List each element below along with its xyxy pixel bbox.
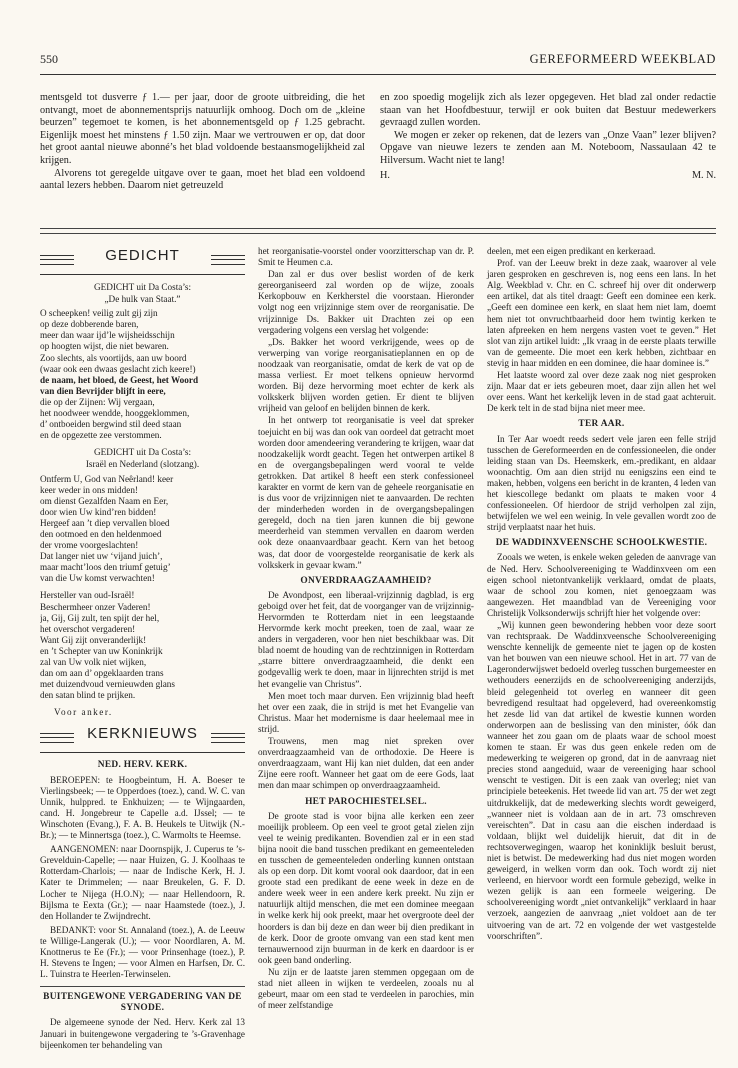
gedicht-heading-box [40, 246, 245, 276]
poem-line: Zoo slechts, als voortijds, aan uw boord [40, 352, 187, 363]
signature-line [380, 170, 716, 184]
article-paragraph: Nu zijn er de laatste jaren stemmen opgegaan om de stad niet alleen in wijken te verdeelen, zooals nu al gebeurt, maar om een stad te verdeelen in parochies, min of meer zelfstandige [258, 966, 474, 1011]
poem-line: den satan blind te prijken. [40, 690, 136, 701]
intro-paragraph: en zoo spoedig mogelijk zich als lezer opgegeven. Het blad zal onder redactie staan van het Hoofdbestuur, terwijl er ook buiten dat Bestuur medewerkers gevraagd zullen worden. [380, 92, 716, 129]
kerknieuws-heading: KERKNIEUWS [87, 725, 198, 743]
poem-line: op hoogten wijst, die niet bewaren. [40, 341, 169, 352]
article-paragraph: Het laatste woord zal over deze zaak nog niet gesproken zijn. Maar dat er iets gebeuren moet, daar zijn allen het wel over eens. Want het kerkelijk leven in de stad gaat achteruit. De kerk telt in de stad bijna niet meer mee. [487, 370, 716, 414]
poem-line: die op der Zijnen: Wij vergaan, [40, 396, 155, 407]
column-middle [258, 246, 474, 1012]
article-paragraph: Trouwens, men mag niet spreken over onverdraagzaamheid van de orthodoxie. De Heere is onverdraagzaam, want Hij kan niet dulden, dat een ander Zijne eere rooft. Wanneer het gaat om de eere Gods, laat men dan maar schimpen op onverdraagzaamheid. [258, 736, 474, 791]
poem-line: de naam, het bloed, de Geest, het Woord [40, 374, 199, 385]
intro-left-column [40, 92, 365, 193]
poem-line: O scheepken! veilig zult gij zijn [40, 308, 158, 319]
poem-verse [40, 308, 245, 441]
header-rule [40, 74, 716, 75]
poem-line: Want Gij zijt onveranderlijk! [40, 634, 147, 645]
poem-subtitle: Israël en Nederland (slotzang). [85, 459, 200, 470]
column-left [40, 246, 245, 1054]
poem-line: en ’t Schepter van uw Koninkrijk [40, 645, 163, 656]
article-paragraph: In Ter Aar woedt reeds sedert vele jaren een felle strijd tusschen de Gereformeerden en de confessioneelen, die onder leiding staan van Ds. Heemskerk, em.-predikant, en aldaar woonachtig. Om aan dien strijd nu eenigszins een eind te maken, hebben, volgens een bericht in de kranten, 4 leden van het kiescollege bedankt om plaats te maken voor 4 confessioneelen. Of hierdoor de strijd verholpen zal zijn, betwijfelen we wel een weinig. In vele gevallen wordt zoo de strijd verplaatst naar het huis. [487, 433, 716, 533]
poem-line: den ootmoed en den heldenmoed [40, 528, 162, 539]
poem-line: der vrome voorgeslachten! [40, 540, 139, 551]
poem-line: zal van Uw volk niet wijken, [40, 657, 147, 667]
poem-line: door wien Uw kind’ren bidden! [40, 506, 157, 517]
poem-subtitle: „De hulk van Staat.” [104, 294, 181, 305]
section-heading: DE WADDINXVEENSCHE SCHOOLKWESTIE. [495, 538, 708, 549]
kerknieuws-heading-box [40, 724, 245, 754]
article-paragraph: Dan zal er dus over beslist worden of de kerk gereorganiseerd zal worden op de wijze, zooals Kerkopbouw en Kerkherstel die voorstaan. Hieronder volgt nog een vrijzinnige stem over de reorganisatie. De vrijzinnige Ds. Bakker uit Drachten zei op een vergadering volgens een verslag het volgende: [258, 269, 474, 335]
poem-line: ja, Gij, Gij zult, ten spijt der hel, [40, 612, 160, 623]
heading-ornament [211, 733, 245, 743]
poem-line: van dien Bevrijder blijft in eere, [40, 385, 166, 396]
poem-line: en de opgezette zee verstommen. [40, 430, 162, 441]
article-paragraph: Zooals we weten, is enkele weken geleden de aanvrage van de Ned. Herv. Schoolvereeniging te Waddinxveen om een eigen school nietontvankelijk verklaard, omdat de plaats, waar de school zou komen, niet genoegzaam was aangewezen. Het maandblad van de Vereeniging voor Christelijk Volksonderwijs schrijft hier het volgende over: [487, 552, 716, 618]
heading-ornament [211, 255, 245, 265]
news-paragraph: AANGENOMEN: naar Doornspijk, J. Cuperus te ’s-Grevelduin-Capelle; — naar Huizen, G. J. Koolhaas te Rotterdam-Charlois; — naar de Indische Kerk, H. J. Kater te Drimmelen; — naar Breukelen, G. F. D. Locher te Nijega (H.O.N); — naar Hellendoorn, R. Bijlsma te Eexta (Gr.); — naar Haamstede (toez.), J. den Hollander te Zwijndrecht. [40, 844, 245, 921]
poem-line: om dienst Gezalfden Naam en Eer, [40, 495, 169, 506]
article-paragraph: deelen, met een eigen predikant en kerkeraad. [487, 246, 656, 256]
section-heading: HET PAROCHIESTELSEL. [305, 796, 427, 807]
poem-line: maar macht’loos den triumf getuig’ [40, 562, 171, 573]
article-paragraph: „Wij kunnen geen bewondering hebben voor deze soort van rechtspraak. De Waddinxveensche Schoolvereeniging wenschte kennelijk de gemeente niet te jagen op de kosten van het bouwen van een nieuwe school. Het in art. 77 van de Lageronderwijswet bedoeld overleg tusschen burgemeester en wethouders eenerzijds en de schoolvereeniging anderzijds, bleid gelegenheid tot overleg en wanneer dit geen bevredigend resultaat had opgeleverd, had overeenkomstig het zesde lid van dat artikel de kwestie kunnen worden onderworpen aan de beslissing van den minister, óók dan wanneer het zou gaan om de plaats waar de school moest komen te staan. Er was dus geen enkele reden om de medewerking te weigeren op grond, dat in de aanvraag niet precies stond aangeduid, waar de vereeniging haar school wenscht te vestigen. Dit is een zaak van overleg; niet van principiele beteekenis. Het tweede lid van art. 75 der wet zegt uitdrukkelijk, dat de medewerking slechts wordt geweigerd, „wanneer niet is voldaan aan de in art. 73 omschreven vereischten”. Dat in casu aan die eischen inderdaad is voldaan, blijkt wel duidelijk hieruit, dat dit in de rechtsoverwegingen, waarop het koninklijk besluit berust, niet is betwist. De medewerking had dus niet mogen worden geweigerd, in welken vorm dan ook. Toch wordt zij niet verleend, en hiervoor wordt een formule gebezigd, welke in wezen gelijk is aan een formeele weigering. De schoolvereeniging wordt „niet ontvankelijk” verklaard in haar verzoek, aangezien de aanvraag „niet voldoet aan de ter uitvoering van de art. 72 en volgende der wet vastgestelde voorschriften”. [487, 620, 716, 941]
poem-line: Beschermheer onzer Vaderen! [40, 601, 151, 612]
poem-line: het noodweer wendde, hooggeklommen, [40, 408, 190, 419]
section-heading: ONVERDRAAGZAAMHEID? [300, 575, 432, 586]
page-number: 550 [40, 52, 58, 66]
intro-article [40, 92, 716, 202]
gedicht-heading: GEDICHT [105, 247, 180, 264]
poem-line: meer dan waar ijd’le wijsheidsschijn [40, 330, 175, 341]
poem-line: op deze dobberende baren, [40, 319, 139, 330]
poem-line: Hergeef aan ’t diep vervallen bloed [40, 517, 170, 528]
news-paragraph: BEDANKT: voor St. Annaland (toez.), A. de Leeuw te Willige-Langerak (U.); — voor Noordlaren, A. M. Knottnerus te Ee (Fr.); — voor Prinsenhage (toez.), P. H. Stevens te Ingen; — voor Almen en Harfsen, Dr. C. L. Tuinstra te Heerlen-Terwinselen. [40, 924, 245, 980]
article-paragraph: De groote stad is voor bijna alle kerken een zeer moeilijk probleem. Op een veel te groot getal zielen zijn veel te weinig predikanten. Bovendien zal er in een stad bijna nooit die band tusschen predikant en gemeenteleden en tusschen de gemeenteleden onderling kunnen ontstaan als op een dorp. Dit komt vooral ook daardoor, dat in een groote stad een predikant de eene week in deze en de andere week weer in een andere kerk preekt. Nu zijn er natuurlijk altijd menschen, die met een dominee meegaan in welke kerk hij ook preekt, maar het overgroote deel der hoorders is dan bij deze en dan weer bij dien predikant in de kerk. Door de groote omvang van een stad kent men ternauwernood zijn buurman in de kerk en daardoor is er ook geen band onderling. [258, 810, 474, 965]
poem-line: keer weder in ons midden! [40, 484, 138, 495]
signature-right: M. N. [691, 169, 716, 181]
article-paragraph: Prof. van der Leeuw brekt in deze zaak, waarover al vele jaren gesproken en geschreven is, nog eens een lans. In het Alg. Weekblad v. Chr. en C. schreef hij over dit onderwerp een artikel, dat als titel draagt: Geeft een dominee een kerk. „Geeft een dominee een kerk, en slaat hem niet lam, doemt hem niet tot onvruchtbaarheid door hem twintig kerken te laten afpreeken en hem nergens vasten voet te geven.” Het slot van zijn artikel luidt: „Ik vraag in de eerste plaats terwille van de gemeente. Die moet een kerk hebben, zichtbaar en stevig in haar midden en een dominee, die haar dominee is.” [487, 258, 716, 368]
heading-rule [40, 274, 245, 275]
section-divider [40, 228, 716, 234]
intro-paragraph: mentsgeld tot dusverre ƒ 1.— per jaar, door de groote uitbreiding, die het ontvangt, moet de abonnementsprijs natuurlijk omhoog. Doch om de „kleine beurzen” tegemoet te komen, is het abonnementsgeld op ƒ 1.25 gebracht. Eigenlijk moest het minstens ƒ 1.50 zijn. Maar we vertrouwen er op, dat door het groot aantal nieuwe abonné’s het blad voldoende bestaansmogelijkheid zal krijgen. [40, 92, 365, 166]
article-paragraph: het reorganisatie-voorstel onder voorzitterschap van dr. P. Smit te Heumen c.a. [258, 246, 474, 268]
journal-title: GEREFORMEERD WEEKBLAD [529, 52, 716, 66]
intro-paragraph: Alvorens tot geregelde uitgave over te gaan, moet het blad een voldoend aantal lezers hebben. Daarom niet getreuzeld [40, 167, 365, 192]
poem-line: Ontferm U, God van Neêrland! keer [40, 473, 174, 484]
poem-line: (waar ook een dwaas geslacht zich keere!) [40, 363, 196, 374]
poem-line: het overschot vergaderen! [40, 623, 136, 634]
poem-line: van die Uw komst verwachten! [40, 573, 155, 584]
intro-right-column [380, 92, 716, 184]
poem-verse [40, 590, 245, 701]
news-paragraph: BEROEPEN: te Hoogbeintum, H. A. Boeser te Vierlingsbeek; — te Opperdoes (toez.), cand. W. C. van Unnik, hulppred. te Enkhuizen; — te Wijngaarden, cand. H. Jongebreur te Capelle a.d. IJssel; — te Winschoten (Evang.), F. A. B. Heukels te Uitwijk (N.-Br.); — te Minnertsga (toez.), C. Warmolts te Heemse. [40, 774, 245, 841]
poem-title: GEDICHT uit Da Costa’s: [93, 447, 192, 458]
column-right [487, 246, 716, 943]
article-paragraph: In het ontwerp tot reorganisatie is veel dat spreker toejuicht en bij was dan ook van oordeel dat getracht moet worden door amendeering verandering te krijgen, waar dat noodzakelijk wordt geacht. Tegen het ontwerpen artikel 8 en de overgangsbepalingen werd vooral te velde getrokken. Dat artikel 8 heeft een sterk confessioneel karakter en vormt de kern van de geheele reorganisatie en is dus voor de vrijzinnigen niet te aanvaarden. De rechten der minderheden worden in de overgangsbepalingen geregeld, doch na tien jaren kunnen die bij gewone meerderheid van stemmen vervallen en daarom werden ook deze onaanvaardbaar geacht. Kern van het betoog was, dat door de voorgestelde reorganisatie de kerk als volkskerk in gevaar kwam.” [258, 415, 474, 570]
article-paragraph: Men moet toch maar durven. Een vrijzinnig blad heeft het over een zaak, die in strijd is met het Evangelie van Christus. Maar het modernisme is daar heelemaal mee in strijd. [258, 690, 474, 734]
poem-line: Dat langer niet uw ‘vijand juich’, [40, 551, 163, 562]
page-header [40, 52, 716, 72]
section-heading: TER AAR. [578, 419, 625, 430]
poem-line: dan om aan d’ opgeklaarden trans [40, 668, 164, 679]
kerknieuws-body [40, 760, 245, 1050]
news-paragraph: De algemeene synode der Ned. Herv. Kerk zal 13 Januari in buitengewone vergadering te ’s-Gravenhage bijeenkomen ter behandeling van [40, 1017, 245, 1050]
section-rule [40, 986, 245, 987]
intro-paragraph: We mogen er zeker op rekenen, dat de lezers van „Onze Vaan” lezer blijven? Opgave van nieuwe lezers te zenden aan M. Noteboom, Nassaulaan 42 te Hilversum. Wacht niet te lang! [380, 129, 716, 166]
article-paragraph: „Ds. Bakker het woord verkrijgende, wees op de verwerping van vorige reorganisatieplannen en op de noodzaak van reorganisatie, omdat de kerk de vat op de massa verliest. Er moet telkens opnieuw hervormd worden. Bij deze hervorming moet echter de kerk als volkskerk blijven worden getien. Er dient te blijven vrijheid van geloof en belijden binnen de kerk. [258, 336, 474, 414]
poem-verse [40, 474, 245, 585]
poem-line: Hersteller van oud-Israël! [40, 590, 135, 601]
poem-signoff: Voor anker. [54, 707, 113, 718]
article-paragraph: De Avondpost, een liberaal-vrijzinnig dagblad, is erg geboigd over het feit, dat de voorganger van de vrijzinnig-Hervormden te Rotterdam niet in een leegstaande Hervormde kerk mocht preeken, toen de zaal, waar ze anders in vergaderen, voor hen niet beschikbaar was. Dit blad noemt de houding van de rechtzinnigen in Rotterdam „starre bittere onverdraagzaamheid, die denkt een godgevallig werk te doen, maar in lijnrechten strijd is met het evangelie van Christus”. [258, 589, 474, 689]
section-heading: BUITENGEWONE VERGADERING VAN DE SYNODE. [43, 992, 242, 1014]
poem-line: d’ ontboeiden bergwind stil deed staan [40, 419, 182, 430]
poem-line: met duizendvoud vernieuwden glans [40, 679, 175, 690]
signature-left: H. [380, 169, 390, 181]
section-heading: NED. HERV. KERK. [97, 760, 188, 771]
poem-title: GEDICHT uit Da Costa’s: [93, 282, 192, 292]
heading-rule [40, 752, 245, 753]
